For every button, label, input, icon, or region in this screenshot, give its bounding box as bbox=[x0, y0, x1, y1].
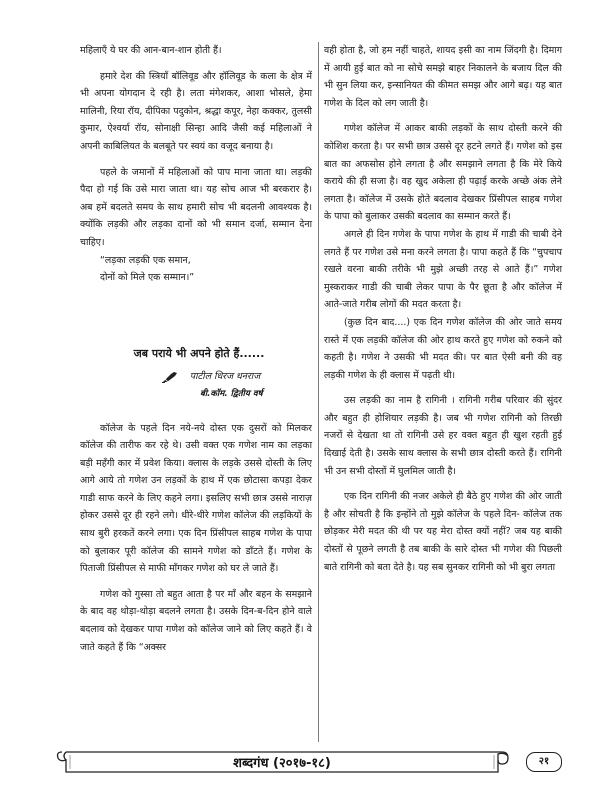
magazine-title: शब्दगंध (२०१७-१८) bbox=[233, 756, 331, 771]
left-column bbox=[80, 42, 312, 656]
story-title: जब पराये भी अपने होते हैं...... bbox=[133, 346, 265, 360]
paragraph: (कुछ दिन बाद....) एक दिन गणेश कॉलेज की ओर जाते समय रास्ते में एक लड़की कॉलेज की ओर हाथ करते हुए गणेश को रुकने को कहती है। गणेश ने उसकी भी मदत की। पर बात ऐसी बनी की वह लड़की गणेश के ही क्लास में पढ़ती थी। bbox=[324, 316, 562, 381]
quote-line: “लड़का लड़की एक समान, bbox=[100, 254, 191, 266]
byline bbox=[80, 368, 312, 386]
page-number: २१ bbox=[526, 752, 562, 772]
paragraph: अगले ही दिन गणेश के पापा गणेश के हाथ में गाडी की चाबी देने लगते हैं पर गणेश उसे मना करने लगता है। पापा कहते हैं कि “चुपचाप रखले वरना बाकी तरीके भी मुझे अच्छी तरह से आते हैं।” गणेश मुस्कराकर गाडी की चाबी लेकर पापा के पैर छूता है और कॉलेज में आते-जाते गरीब लोगों की मदत करता है। bbox=[324, 228, 562, 311]
paragraph: महिलाएँ ये घर की आन-बान-शान होती हैं। bbox=[80, 45, 222, 56]
author-name: पाटील धिरज धनराज bbox=[189, 371, 261, 383]
paragraph: वही होता है, जो हम नहीं चाहते, शायद इसी का नाम जिंदगी है। दिमाग में आयी हुई बात को ना सोचे समझे बाहर निकालने के बजाय दिल की भी सुन लिया कर, इन्सानियत की कीमत समझ और आगे बढ़। यह बात गणेश के दिल को लग जाती है। bbox=[324, 45, 562, 109]
paragraph: कॉलेज के पहले दिन नये-नये दोस्त एक दुसरों को मिलकर कॉलेज की तारीफ कर रहे थे। उसी वक्त एक गणेश नाम का लड़का बड़ी महँगी कार में प्रवेश किया। क्लास के लड़के उससे दोस्ती के लिए आगे आये तो गणेश उन लड़कों के हाथ में एक छोटासा कपड़ा देकर गाडी साफ करने के लिए कहने लगा। इसलिए सभी छात्र उससे नाराज़ होकर उससे दूर ही रहने लगे। धीरे-धीरे गणेश कॉलेज की लड़कियों के साथ बुरी हरकतें करने लगा। एक दिन प्रिंसीपल साहब गणेश के पापा को बुलाकर पूरी कॉलेज की सामने गणेश को डॉंटते हैं। गणेश के पिताजी प्रिंसीपल से माफी मॉंगकर गणेश को घर ले जाते हैं। bbox=[80, 422, 312, 575]
right-column bbox=[324, 42, 562, 576]
paragraph: गणेश को गुस्सा तो बहुत आता है पर मॉं और बहन के समझाने के बाद वह थोड़ा-थोड़ा बदलने लगता है। उसके दिन-ब-दिन होने वाले बदलाव को देखकर पापा गणेश को कॉलेज जाने को लिए कहते हैं। वे जाते कहते हैं कि “अक्सर bbox=[80, 588, 312, 653]
paragraph: पहले के जमानों में महिलाओं को पाप माना जाता था। लड़की पैदा हो गई कि उसे मारा जाता था। यह सोच आज भी बरकरार है। अब हमें बदलते समय के साथ हमारी सोच भी बदलनी आवश्यक है। क्योंकि लड़की और लड़का दानों को भी समान दर्जा, सम्मान देना चाहिए। bbox=[80, 166, 312, 248]
paragraph: गणेश कॉलेज में आकर बाकी लड़कों के साथ दोस्ती करने की कोशिश करता है। पर सभी छात्र उससे दूर हटने लगते हैं। गणेश को इस बात का अफसोस होने लगता है और समझाने लगता है कि मेरे किये कराये की ही सजा है। वह खुद अकेला ही पढ़ाई करके अच्छे अंक लेने लगता है। कॉलेज में उसके होते बदलाव देखकर प्रिंसीपल साहब गणेश के पापा को बुलाकर उसकी बदलाव का सम्मान करते हैं। bbox=[324, 123, 562, 223]
paragraph: हमारे देश की स्त्रियाँ बॉलिवूड और हॉलिवूड के कला के क्षेत्र में भी अपना योगदान दे रही है। लता मंगेशकर, आशा भोसले, हेमा मालिनी, रिया रॉय, दीपिका पदुकोन, श्रद्धा कपूर, नेहा कक्कर, तुलसी कुमार, ऐश्वर्या रॉय, सोनाक्षी सिन्हा आदि जैसी कई महिलाओं ने अपनी काबिलियत के बलबूते पर स्वयं का वजूद बनाया है। bbox=[80, 70, 312, 152]
author-class: बी.कॉम. द्वितीय वर्ष bbox=[200, 388, 263, 399]
page-footer bbox=[56, 748, 568, 776]
paragraph: एक दिन रागिनी की नजर अकेले ही बैठे हुए गणेश की ओर जाती है और सोचती है कि इन्होंने तो मुझे कॉलेज के पहले दिन- कॉलेज तक छोड़कर मेरी मदत की थी पर यह मेरा दोस्त क्यों नहीं? जब यह बाकी दोस्तों से पूछने लगती है तब बाकी के सारे दोस्त भी गणेश की पिछली बाते रागिनी को बता देते है। यह सब सुनकर रागिनी को भी बुरा लगता bbox=[324, 491, 562, 573]
column-divider bbox=[318, 42, 319, 742]
paragraph: उस लड़की का नाम है रागिनी । रागिनी गरीब परिवार की सुंदर और बहुत ही होशियार लड़की है। जब भी गणेश रागिनी को तिरछी नजरों से देखता था तो रागिनी उसे हर वक्त बहुत ही खुश रहती हुई दिखाई देती है। उसके साथ क्लास के सभी छात्र दोस्ती करते हैं। रागिनी भी उन सभी दोस्तों में घुलमिल जाती है। bbox=[324, 395, 562, 477]
quote-line: दोनों को मिले एक सम्मान।” bbox=[100, 272, 195, 284]
pen-nib-icon bbox=[162, 371, 178, 383]
